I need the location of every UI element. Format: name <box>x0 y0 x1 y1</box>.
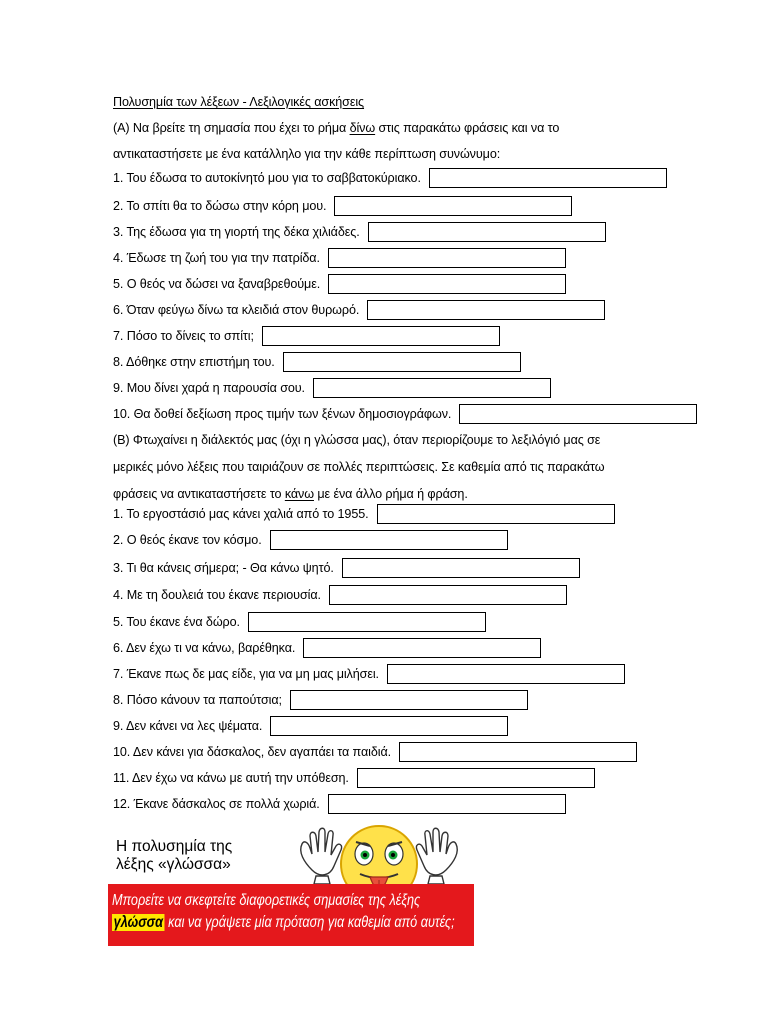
item-text: 2. Το σπίτι θα το δώσω στην κόρη μου. <box>113 199 327 213</box>
item-text: 6. Όταν φεύγω δίνω τα κλειδιά στον θυρωρό. <box>113 303 360 317</box>
section-a-item <box>113 168 667 188</box>
answer-box[interactable] <box>303 638 541 658</box>
banner-question-text <box>112 890 455 934</box>
item-text: 10. Θα δοθεί δεξίωση προς τιμήν των ξένων δημοσιογράφων. <box>113 407 452 421</box>
section-a-intro-line1 <box>113 120 559 136</box>
section-b-intro-line2: μερικές μόνο λέξεις που ταιριάζουν σε πολλές περιπτώσεις. Σε καθεμία από τις παρακάτω <box>113 460 605 474</box>
answer-box[interactable] <box>399 742 637 762</box>
answer-box[interactable] <box>328 274 566 294</box>
section-a-item <box>113 404 697 424</box>
section-a-item <box>113 326 500 346</box>
section-b-intro-line3 <box>113 486 468 502</box>
item-text: 7. Έκανε πως δε μας είδε, για να μη μας μιλήσει. <box>113 667 379 681</box>
answer-box[interactable] <box>342 558 580 578</box>
answer-box[interactable] <box>283 352 521 372</box>
polysemy-banner <box>108 822 474 946</box>
answer-box[interactable] <box>334 196 572 216</box>
item-text: 8. Πόσο κάνουν τα παπούτσια; <box>113 693 282 707</box>
item-text: 12. Έκανε δάσκαλος σε πολλά χωριά. <box>113 797 320 811</box>
answer-box[interactable] <box>328 794 566 814</box>
section-a-item <box>113 352 521 372</box>
item-text: 11. Δεν έχω να κάνω με αυτή την υπόθεση. <box>113 771 349 785</box>
answer-box[interactable] <box>270 716 508 736</box>
item-text: 5. Ο θεός να δώσει να ξαναβρεθούμε. <box>113 277 321 291</box>
item-text: 3. Της έδωσα για τη γιορτή της δέκα χιλιάδες. <box>113 225 360 239</box>
section-b-item <box>113 558 580 578</box>
section-b-intro-part2: με ένα άλλο ρήμα ή φράση. <box>313 487 468 501</box>
section-b-item <box>113 742 637 762</box>
answer-box[interactable] <box>270 530 508 550</box>
banner-highlight-word: γλώσσα <box>113 914 163 931</box>
banner-question <box>108 884 474 946</box>
section-b-item <box>113 612 486 632</box>
banner-caption-line2: λέξης «γλώσσα» <box>116 856 231 873</box>
item-text: 8. Δόθηκε στην επιστήμη του. <box>113 355 275 369</box>
section-a-keyword: δίνω <box>349 121 376 135</box>
section-b-item <box>113 768 595 788</box>
answer-box[interactable] <box>248 612 486 632</box>
item-text: 9. Μου δίνει χαρά η παρουσία σου. <box>113 381 305 395</box>
answer-box[interactable] <box>290 690 528 710</box>
section-b-item <box>113 638 541 658</box>
item-text: 9. Δεν κάνει να λες ψέματα. <box>113 719 263 733</box>
section-a-intro-part1: (Α) Να βρείτε τη σημασία που έχει το ρήμα <box>113 121 350 135</box>
answer-box[interactable] <box>329 585 567 605</box>
section-b-item <box>113 504 615 524</box>
item-text: 2. Ο θεός έκανε τον κόσμο. <box>113 533 262 547</box>
section-b-item <box>113 690 528 710</box>
item-text: 7. Πόσο το δίνεις το σπίτι; <box>113 329 254 343</box>
answer-box[interactable] <box>313 378 551 398</box>
worksheet-title: Πολυσημία των λέξεων - Λεξιλογικές ασκήσεις <box>113 95 365 109</box>
section-a-intro-line2: αντικαταστήσετε με ένα κατάλληλο για την κάθε περίπτωση συνώνυμο: <box>113 147 501 161</box>
banner-question-line2-rest: και να γράψετε μία πρόταση για καθεμία από αυτές; <box>164 914 455 931</box>
banner-caption <box>116 838 232 874</box>
answer-box[interactable] <box>367 300 605 320</box>
section-b-keyword: κάνω <box>284 487 314 501</box>
banner-question-line2 <box>112 912 455 934</box>
section-a-item <box>113 196 572 216</box>
answer-box[interactable] <box>387 664 625 684</box>
item-text: 1. Το εργοστάσιό μας κάνει χαλιά από το 1955. <box>113 507 369 521</box>
section-b-item <box>113 530 508 550</box>
section-b-item <box>113 716 508 736</box>
section-b-item <box>113 794 566 814</box>
item-text: 4. Με τη δουλειά του έκανε περιουσία. <box>113 588 321 602</box>
item-text: 5. Του έκανε ένα δώρο. <box>113 615 240 629</box>
section-a-item <box>113 248 566 268</box>
section-b-item <box>113 585 567 605</box>
section-b-intro-line1: (Β) Φτωχαίνει η διάλεκτός μας (όχι η γλώσσα μας), όταν περιορίζουμε το λεξιλόγιό μας σε <box>113 433 601 447</box>
banner-caption-line1: Η πολυσημία της <box>116 838 233 855</box>
item-text: 4. Έδωσε τη ζωή του για την πατρίδα. <box>113 251 320 265</box>
item-text: 3. Τι θα κάνεις σήμερα; - Θα κάνω ψητό. <box>113 561 334 575</box>
answer-box[interactable] <box>429 168 667 188</box>
item-text: 10. Δεν κάνει για δάσκαλος, δεν αγαπάει τα παιδιά. <box>113 745 392 759</box>
answer-box[interactable] <box>357 768 595 788</box>
section-a-item <box>113 274 566 294</box>
answer-box[interactable] <box>377 504 615 524</box>
item-text: 6. Δεν έχω τι να κάνω, βαρέθηκα. <box>113 641 296 655</box>
answer-box[interactable] <box>262 326 500 346</box>
answer-box[interactable] <box>328 248 566 268</box>
section-a-item <box>113 222 606 242</box>
section-b-item <box>113 664 625 684</box>
section-a-item <box>113 378 551 398</box>
item-text: 1. Του έδωσα το αυτοκίνητό μου για το σαββατοκύριακο. <box>113 171 421 185</box>
section-a-item <box>113 300 605 320</box>
answer-box[interactable] <box>368 222 606 242</box>
answer-box[interactable] <box>459 404 697 424</box>
banner-question-line1: Μπορείτε να σκεφτείτε διαφορετικές σημασίες της λέξης <box>112 892 421 909</box>
section-a-intro-part2: στις παρακάτω φράσεις και να το <box>375 121 560 135</box>
section-b-intro-part1: φράσεις να αντικαταστήσετε το <box>113 487 285 501</box>
